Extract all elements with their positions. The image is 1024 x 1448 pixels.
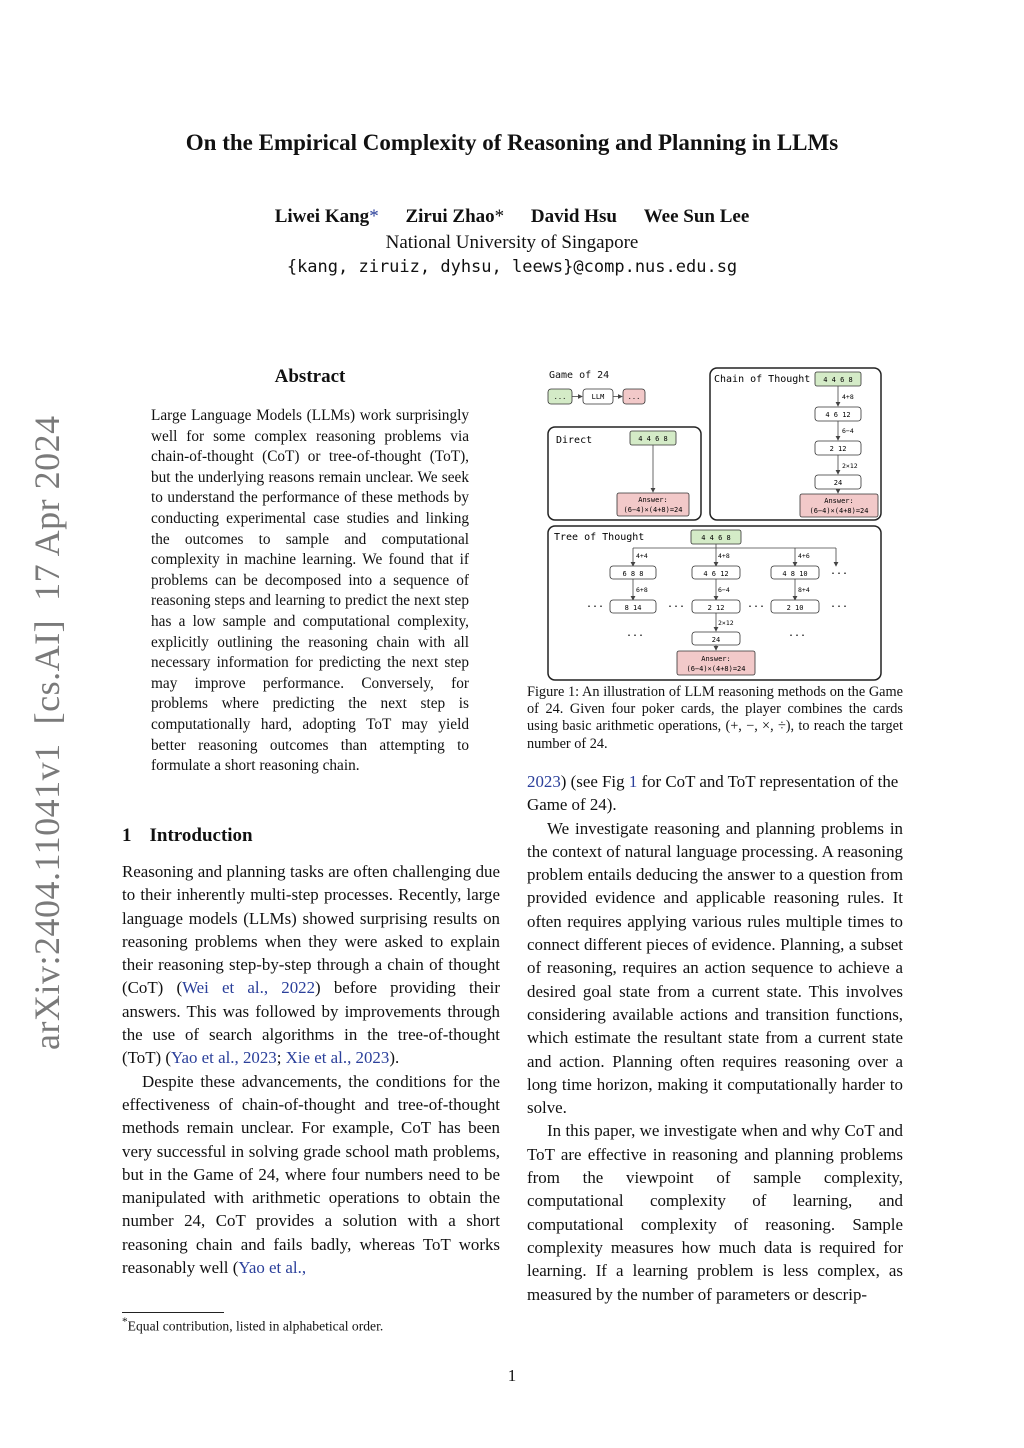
author-emails: {kang, ziruiz, dyhsu, leews}@comp.nus.edu.sg bbox=[286, 257, 738, 277]
tot-op-2b: 6−4 bbox=[718, 586, 730, 594]
svg-text:2 12: 2 12 bbox=[829, 445, 847, 453]
svg-text:4 6 12: 4 6 12 bbox=[703, 570, 729, 578]
tot-state-2b bbox=[692, 600, 740, 613]
footnote-rule bbox=[122, 1312, 224, 1313]
cot-op-3: 2×12 bbox=[842, 462, 858, 470]
cot-state-2 bbox=[815, 441, 861, 455]
svg-text:(6−4)×(4+8)=24: (6−4)×(4+8)=24 bbox=[686, 665, 746, 673]
svg-text:(6−4)×(4+8)=24: (6−4)×(4+8)=24 bbox=[809, 507, 869, 515]
svg-text:LLM: LLM bbox=[591, 393, 605, 401]
svg-text:Answer:: Answer: bbox=[824, 497, 854, 505]
svg-text:4 4 6 8: 4 4 6 8 bbox=[823, 376, 853, 384]
abstract-heading: Abstract bbox=[274, 366, 346, 387]
author-2: Zirui Zhao* bbox=[405, 206, 505, 227]
svg-text:6 8 8: 6 8 8 bbox=[622, 570, 644, 578]
tot-ellipsis-3c: ... bbox=[788, 628, 807, 639]
tot-ellipsis-2b: ... bbox=[667, 599, 686, 610]
author-list bbox=[0, 206, 1024, 228]
citation-xie-2023[interactable]: Xie et al., 2023 bbox=[285, 1048, 390, 1068]
intro-left-column bbox=[122, 860, 500, 1279]
svg-text:...: ... bbox=[553, 393, 567, 401]
paper-title: On the Empirical Complexity of Reasoning and Planning in LLMs bbox=[185, 130, 839, 155]
svg-text:2 12: 2 12 bbox=[707, 604, 725, 612]
svg-text:4 8 10: 4 8 10 bbox=[782, 570, 808, 578]
intro-paragraph-3: We investigate reasoning and planning problems in the context of natural language processing. A reasoning problem entails deducing the answer to a question from provided evidence and applicable reasoning rules. It often requires applying various rules multiple times to connect different pieces of evidence. Planning, a subset of reasoning, requires an action sequence to achieve a desired goal state from a current state. This involves considering available actions and transition functions, which estimate the resultant state from a current state and action. Planning often requires reasoning over a long time horizon, making it computationally harder to solve. bbox=[527, 818, 903, 1118]
svg-text:(6−4)×(4+8)=24: (6−4)×(4+8)=24 bbox=[623, 506, 683, 514]
direct-label: Direct bbox=[556, 435, 593, 446]
affiliation: National University of Singapore bbox=[385, 232, 639, 253]
author-1: Liwei Kang* bbox=[274, 206, 379, 227]
direct-start-node bbox=[630, 431, 676, 445]
citation-wei-2022[interactable]: Wei et al., 2022 bbox=[182, 978, 316, 998]
svg-text:24: 24 bbox=[833, 479, 843, 487]
tot-ellipsis-2c: ... bbox=[747, 599, 766, 610]
svg-text:8 14: 8 14 bbox=[624, 604, 642, 612]
intro-paragraph-2-cont: 2023) (see Fig 1 for CoT and ToT representation of the Game of 24). bbox=[527, 772, 899, 815]
tot-state-1a bbox=[610, 566, 656, 579]
tot-state-3 bbox=[692, 632, 740, 645]
tot-state-1b bbox=[692, 566, 740, 579]
pipeline-llm-node bbox=[583, 389, 613, 404]
tot-state-2c bbox=[771, 600, 819, 613]
tot-ellipsis-2d: ... bbox=[830, 599, 849, 610]
tot-start-node bbox=[691, 530, 741, 544]
intro-paragraph-1: Reasoning and planning tasks are often challenging due to their inherently multi-step processes. Recently, large language models (LLMs) showed surprising results on reasoning problems when they were asked to explain their reasoning step-by-step through a chain of thought (CoT) (Wei et al., 2022) before providing their answers. This was followed by improvements through the use of search algorithms in the tree-of-thought (ToT) (Yao et al., 2023; Xie et al., 2023). bbox=[122, 862, 500, 1068]
cot-answer-node bbox=[800, 494, 878, 517]
tot-op-1b: 4+8 bbox=[718, 552, 730, 560]
cot-op-2: 6−4 bbox=[842, 427, 854, 435]
pipeline-input-node bbox=[548, 389, 572, 404]
cot-state-3 bbox=[815, 475, 861, 489]
tot-op-2c: 8+4 bbox=[798, 586, 810, 594]
tot-state-2a bbox=[610, 600, 656, 613]
author-3: David Hsu bbox=[530, 206, 617, 227]
tot-answer-node bbox=[677, 651, 755, 675]
intro-right-column bbox=[527, 770, 903, 1306]
svg-text:Answer:: Answer: bbox=[638, 496, 668, 504]
svg-text:4 4 6 8: 4 4 6 8 bbox=[701, 534, 731, 542]
tot-op-2a: 6+8 bbox=[636, 586, 648, 594]
game-of-24-label: Game of 24 bbox=[549, 370, 610, 381]
tot-ellipsis-3a: ... bbox=[626, 628, 645, 639]
arxiv-stamp: arXiv:2404.11041v1 [cs.AI] 17 Apr 2024 bbox=[27, 415, 67, 1050]
cot-label: Chain of Thought bbox=[714, 374, 811, 385]
tot-op-1c: 4+6 bbox=[798, 552, 810, 560]
svg-text:4 6 12: 4 6 12 bbox=[825, 411, 851, 419]
svg-text:2 10: 2 10 bbox=[786, 604, 804, 612]
footnote: *Equal contribution, listed in alphabetical order. bbox=[122, 1316, 384, 1334]
svg-text:...: ... bbox=[627, 393, 641, 401]
tot-op-3: 2×12 bbox=[718, 619, 734, 627]
figure-ref-1[interactable]: 1 bbox=[628, 772, 638, 791]
direct-answer-node bbox=[617, 493, 689, 516]
tot-ellipsis-1: ... bbox=[830, 566, 849, 577]
citation-yao-2023-b[interactable]: Yao et al., bbox=[238, 1258, 307, 1278]
section-heading-introduction: 1 Introduction bbox=[122, 825, 253, 846]
figure-1-diagram bbox=[544, 364, 884, 682]
cot-start-node bbox=[815, 372, 861, 386]
svg-text:24: 24 bbox=[711, 636, 721, 644]
intro-paragraph-2: Despite these advancements, the conditions for the effectiveness of chain-of-thought and tree-of-thought methods remain unclear. For example, CoT has been very successful in solving grade school math problems, but in the Game of 24, where four numbers need to be manipulated with arithmetic operations to obtain the number 24, CoT provides a solution with a short reasoning chain and fails badly, whereas ToT works reasonably well (Yao et al., bbox=[122, 1071, 500, 1278]
tot-state-1c bbox=[771, 566, 819, 579]
tot-label: Tree of Thought bbox=[554, 532, 645, 543]
intro-paragraph-4: In this paper, we investigate when and why CoT and ToT are effective in reasoning and planning problems from the viewpoint of sample complexity, computational complexity of learning, and computational complexity of reasoning. Sample complexity measures how much data is required for learning. If a learning problem is less complex, as measured by the number of parameters or descrip- bbox=[527, 1121, 903, 1304]
citation-yao-2023[interactable]: Yao et al., 2023 bbox=[171, 1048, 277, 1068]
svg-text:Answer:: Answer: bbox=[701, 655, 731, 663]
author-4: Wee Sun Lee bbox=[643, 206, 750, 227]
figure-caption: Figure 1: An illustration of LLM reasoning methods on the Game of 24. Given four poker cards, the player combines the cards using basic arithmetic operations, (+, −, ×, ÷), to reach the target number of 24. bbox=[527, 684, 903, 752]
page-number: 1 bbox=[507, 1366, 517, 1385]
abstract-text: Large Language Models (LLMs) work surprisingly well for some complex reasoning problems via chain-of-thought (CoT) or tree-of-thought (ToT), but the underlying reasons remain unclear. We seek to understand the performance of these methods by conducting experimental case studies and linking the outcomes to sample and computational complexity in machine learning. We found that if problems can be decomposed into a sequence of reasoning steps and learning to predict the next step has a low sample and computational complexity, explicitly outlining the reasoning chain with all necessary information for predicting the next step may improve performance. Conversely, for problems where predicting the next step is computationally hard, adopting ToT may yield better reasoning outcomes than attempting to formulate a short reasoning chain. bbox=[151, 407, 469, 775]
citation-yao-2023-c[interactable]: 2023 bbox=[527, 772, 561, 791]
svg-text:4 4 6 8: 4 4 6 8 bbox=[638, 435, 668, 443]
tot-ellipsis-2a: ... bbox=[586, 599, 605, 610]
pipeline-output-node bbox=[623, 389, 645, 404]
tot-op-1a: 4+4 bbox=[636, 552, 648, 560]
cot-op-1: 4+8 bbox=[842, 393, 854, 401]
cot-state-1 bbox=[815, 407, 861, 421]
